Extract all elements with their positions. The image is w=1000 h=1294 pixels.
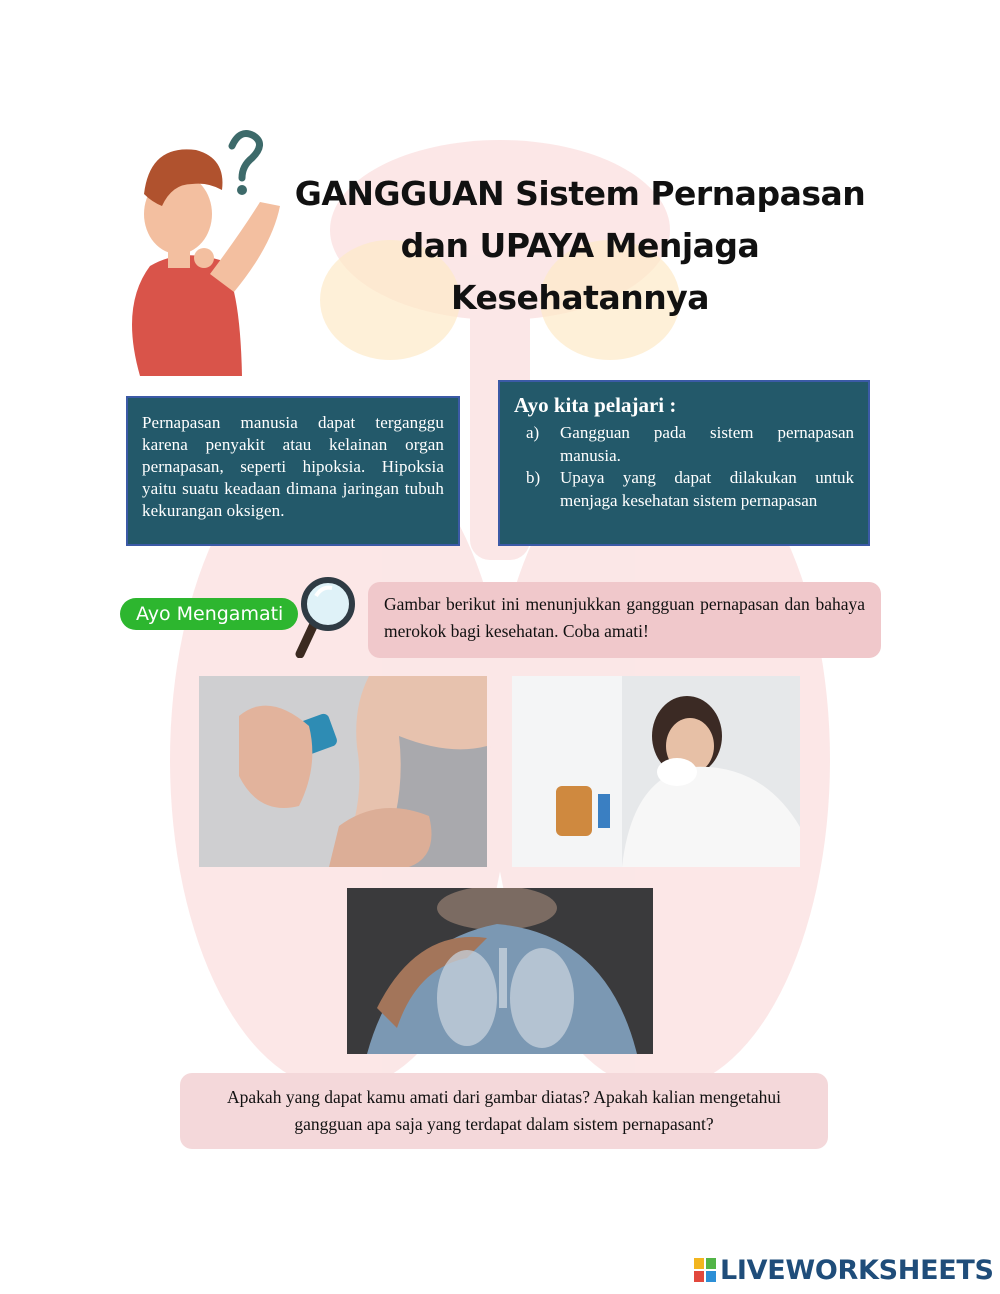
observe-instruction-text: Gambar berikut ini menunjukkan gangguan pernapasan dan bahaya merokok bagi kesehatan. Coba amati! xyxy=(384,594,865,641)
liveworksheets-brand xyxy=(694,1254,994,1286)
photo-sick-woman xyxy=(512,676,800,867)
list-item-text: Gangguan pada sistem pernapasan manusia. xyxy=(560,423,854,465)
list-marker: b) xyxy=(526,468,541,487)
list-item xyxy=(514,422,854,467)
learning-goals-list xyxy=(514,422,854,512)
list-item xyxy=(514,467,854,512)
magnifier-icon xyxy=(292,574,356,658)
page-title xyxy=(290,168,870,324)
title-line-2: dan UPAYA Menjaga xyxy=(400,226,760,265)
learning-goals-heading: Ayo kita pelajari : xyxy=(514,393,677,417)
ayo-mengamati-label: Ayo Mengamati xyxy=(120,598,298,630)
question-mark-icon xyxy=(232,134,260,195)
list-marker: a) xyxy=(526,423,540,442)
question-text: Apakah yang dapat kamu amati dari gambar diatas? Apakah kalian mengetahui gangguan apa saja yang terdapat dalam sistem pernapasant? xyxy=(227,1087,781,1134)
intro-box xyxy=(126,396,460,546)
learning-goals-box xyxy=(498,380,870,546)
photo-inhaler xyxy=(199,676,487,867)
question-box xyxy=(180,1073,828,1149)
title-line-1: GANGGUAN Sistem Pernapasan xyxy=(294,174,866,213)
liveworksheets-logo-icon xyxy=(694,1258,716,1282)
brand-name: LIVEWORKSHEETS xyxy=(720,1254,994,1286)
title-line-3: Kesehatannya xyxy=(451,278,709,317)
observe-instruction-box xyxy=(368,582,881,658)
photo-smoker-lungs xyxy=(347,888,653,1054)
list-item-text: Upaya yang dapat dilakukan untuk menjaga kesehatan sistem pernapasan xyxy=(560,468,854,510)
thinking-boy-illustration xyxy=(120,124,310,376)
intro-text: Pernapasan manusia dapat terganggu karena penyakit atau kelainan organ pernapasan, seperti hipoksia. Hipoksia yaitu suatu keadaan dimana jaringan tubuh kekurangan oksigen. xyxy=(142,413,444,520)
